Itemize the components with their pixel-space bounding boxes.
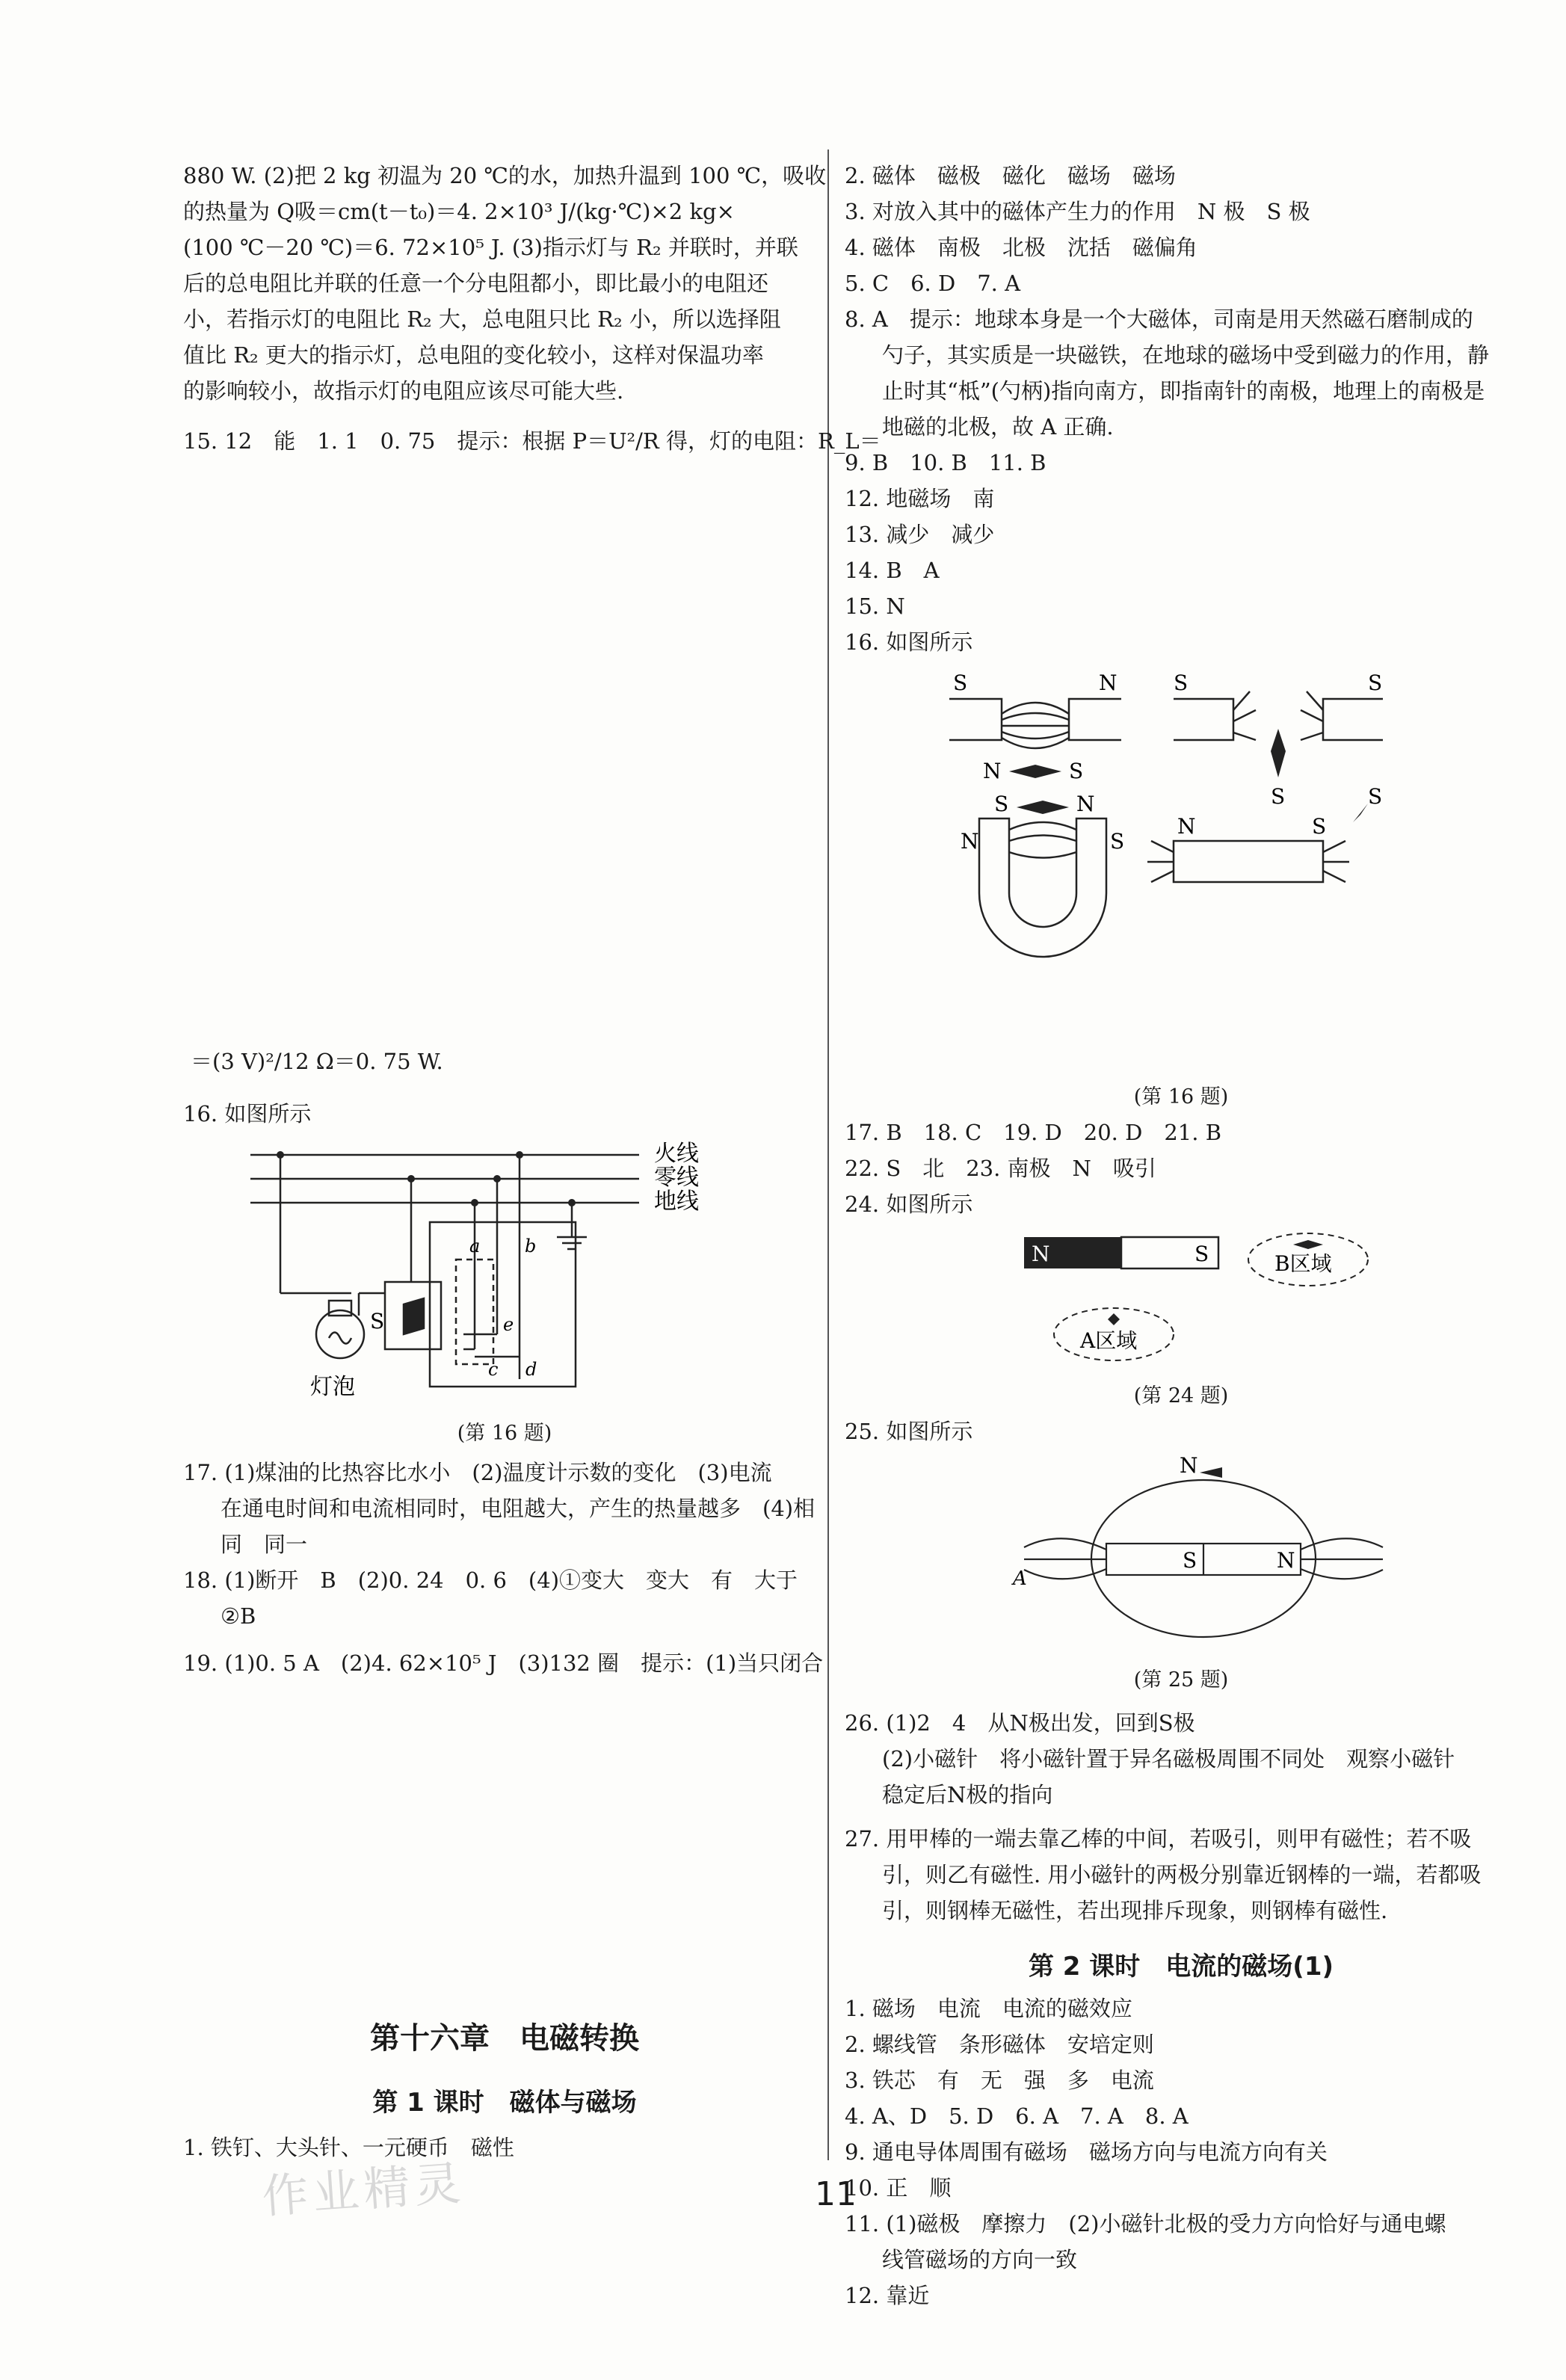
page-number: 11 [815, 2175, 857, 2213]
a-region-label: A区域 [1080, 1328, 1138, 1353]
label-s: S [1183, 1548, 1197, 1573]
answer-24-label: 24. 如图所示 [845, 1191, 973, 1217]
answer-16-label: 16. 如图所示 [183, 1101, 312, 1126]
text-line: 3. 铁芯 有 无 强 多 电流 [845, 2068, 1154, 2093]
watermark: 作业精灵 [260, 2155, 467, 2225]
label-d: d [525, 1359, 537, 1380]
answer-25-label: 25. 如图所示 [845, 1419, 973, 1444]
text-line: 2. 磁体 磁极 磁化 磁场 磁场 [845, 163, 1176, 188]
label-neutral-wire: 零线 [654, 1165, 699, 1191]
answer-27: 引，则乙有磁性. 用小磁针的两极分别靠近钢棒的一端，若都吸 [882, 1862, 1482, 1887]
text-line: 14. B A [845, 558, 940, 583]
house-circuit-diagram [250, 1132, 759, 1416]
figure-caption: (第 24 题) [1133, 1384, 1229, 1408]
label-a: A [1013, 1567, 1027, 1590]
text-line: 11. (1)磁极 摩擦力 (2)小磁针北极的受力方向恰好与通电螺 [845, 2211, 1446, 2236]
text-line: 5. C 6. D 7. A [845, 271, 1021, 296]
text-line: 小，若指示灯的电阻比 R₂ 大，总电阻只比 R₂ 小，所以选择阻 [183, 306, 781, 332]
text-line: 后的总电阻比并联的任意一个分电阻都小，即比最小的电阻还 [183, 271, 769, 296]
label-n: N [1180, 1454, 1198, 1478]
text-line: 的热量为 Q吸＝cm(t－t₀)＝4. 2×10³ J/(kg·℃)×2 kg× [183, 199, 735, 224]
text-line: 10. 正 顺 [845, 2175, 952, 2201]
label-s: S [953, 670, 968, 695]
answer-27: 引，则钢棒无磁性，若出现排斥现象，则钢棒有磁性. [882, 1898, 1388, 1923]
text-line: 9. 通电导体周围有磁场 磁场方向与电流方向有关 [845, 2139, 1328, 2165]
answers-22-23: 22. S 北 23. 南极 N 吸引 [845, 1156, 1156, 1181]
label-n: N [1277, 1548, 1295, 1573]
text-line: 9. B 10. B 11. B [845, 450, 1046, 475]
label-n: N [961, 829, 979, 854]
answer-26: (2)小磁针 将小磁针置于异名磁极周围不同处 观察小磁针 [882, 1746, 1455, 1772]
label-n: N [983, 759, 1002, 783]
text-line: 1. 磁场 电流 电流的磁效应 [845, 1996, 1132, 2021]
bar-magnet-region-figure [1024, 1230, 1398, 1372]
label-ground-wire: 地线 [654, 1189, 699, 1215]
text-line: 勺子，其实质是一块磁铁，在地球的磁场中受到磁力的作用，静 [882, 342, 1490, 368]
text-line: 12. 地磁场 南 [845, 486, 995, 511]
text-line: 值比 R₂ 更大的指示灯，总电阻的变化较小，这样对保温功率 [183, 342, 764, 368]
label-bulb: 灯泡 [310, 1374, 355, 1400]
text-line: 线管磁场的方向一致 [882, 2247, 1078, 2272]
label-s: S [1368, 784, 1383, 809]
label-s: S [1110, 829, 1125, 854]
b-region-label: B区域 [1274, 1251, 1332, 1276]
text-line: 15. N [845, 594, 905, 619]
answer-18: 18. (1)断开 B (2)0. 24 0. 6 (4)①变大 变大 有 大于 [183, 1567, 798, 1593]
chapter-title: 第十六章 电磁转换 [370, 2021, 639, 2056]
label-s: S [1312, 814, 1327, 839]
label-live-wire: 火线 [654, 1141, 699, 1167]
text-line: 880 W. (2)把 2 kg 初温为 20 ℃的水，加热升温到 100 ℃，吸收 [183, 163, 827, 188]
answer-27: 27. 用甲棒的一端去靠乙棒的中间，若吸引，则甲有磁性；若不吸 [845, 1826, 1472, 1852]
text-line: 止时其“柢”(勺柄)指向南方，即指南针的南极，地理上的南极是 [882, 378, 1485, 404]
answer-17: 在通电时间和电流相同时，电阻越大，产生的热量越多 (4)相 [221, 1496, 816, 1521]
answers-17-21: 17. B 18. C 19. D 20. D 21. B [845, 1120, 1222, 1145]
label-s: S [1069, 759, 1084, 783]
answer-15-end: ＝(3 V)²/12 Ω＝0. 75 W. [191, 1049, 443, 1074]
text-line: 13. 减少 减少 [845, 522, 995, 547]
label-c: c [488, 1359, 499, 1380]
lesson-title: 第 1 课时 磁体与磁场 [372, 2088, 637, 2118]
answer-26: 稳定后N极的指向 [882, 1782, 1053, 1807]
answer-17: 17. (1)煤油的比热容比水小 (2)温度计示数的变化 (3)电流 [183, 1460, 772, 1485]
figure-caption: (第 25 题) [1133, 1668, 1229, 1692]
lesson-title: 第 2 课时 电流的磁场(1) [1028, 1952, 1334, 1982]
bar-magnet-field-figure [1009, 1454, 1398, 1648]
figure-caption: (第 16 题) [457, 1422, 552, 1445]
label-s: S [994, 792, 1009, 816]
text-line: 4. 磁体 南极 北极 沈括 磁偏角 [845, 235, 1197, 260]
answer-17: 同 同一 [221, 1532, 308, 1557]
text-line: 12. 靠近 [845, 2283, 930, 2308]
label-s: S [1174, 670, 1189, 695]
answer-1: 1. 铁钉、大头针、一元硬币 磁性 [183, 2135, 514, 2160]
answer-18: ②B [221, 1603, 256, 1629]
text-line: 16. 如图所示 [845, 629, 973, 655]
text-line: 8. A 提示：地球本身是一个大磁体，司南是用天然磁石磨制成的 [845, 306, 1473, 332]
answer-26: 26. (1)2 4 从N极出发，回到S极 [845, 1710, 1195, 1736]
label-s: S [1368, 670, 1383, 695]
magnet-field-figures [949, 669, 1458, 1058]
figure-caption: (第 16 题) [1133, 1085, 1229, 1109]
text-line: 3. 对放入其中的磁体产生力的作用 N 极 S 极 [845, 199, 1310, 224]
answer-15: 15. 12 能 1. 1 0. 75 提示：根据 P＝U²/R 得，灯的电阻：R_L＝ [183, 428, 881, 454]
label-e: e [503, 1314, 514, 1335]
label-n: N [1099, 670, 1118, 695]
label-n: N [1177, 814, 1196, 839]
text-line: (100 ℃－20 ℃)＝6. 72×10⁵ J. (3)指示灯与 R₂ 并联时，并联 [183, 235, 798, 260]
label-s: S [1271, 784, 1286, 809]
text-line: 地磁的北极，故 A 正确. [882, 414, 1114, 440]
text-line: 2. 螺线管 条形磁体 安培定则 [845, 2032, 1154, 2057]
label-a: a [469, 1236, 481, 1257]
text-line: 的影响较小，故指示灯的电阻应该尽可能大些. [183, 378, 624, 404]
label-s: S [1194, 1242, 1209, 1266]
label-n: N [1076, 792, 1095, 816]
text-line: 4. A、D 5. D 6. A 7. A 8. A [845, 2103, 1189, 2129]
label-b: b [525, 1236, 537, 1257]
label-switch: S [370, 1309, 385, 1334]
answer-19: 19. (1)0. 5 A (2)4. 62×10⁵ J (3)132 圈 提示：(1)当只闭合 [183, 1650, 824, 1676]
label-n: N [1032, 1242, 1050, 1266]
